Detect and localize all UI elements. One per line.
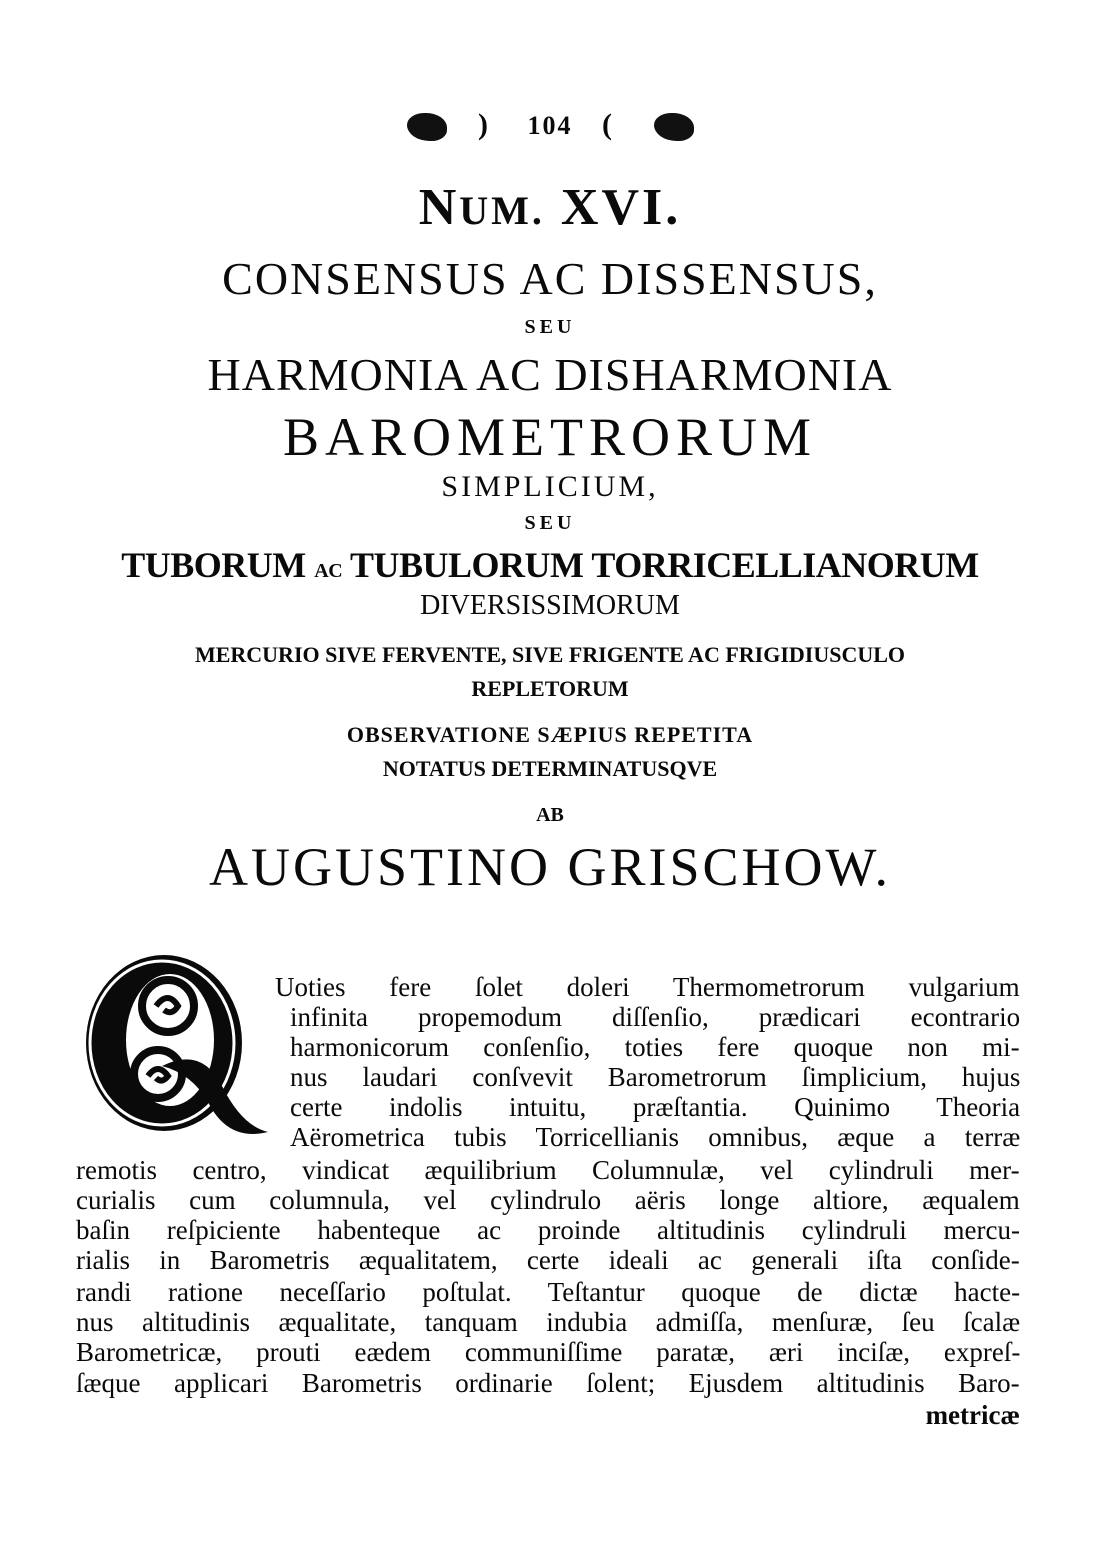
body-line-9: baſin reſpiciente habenteque ac proinde altitudinis cylindruli mercu-	[76, 1215, 1020, 1245]
title-line-10: NOTATUS DETERMINATUSQVE	[382, 756, 718, 781]
body-line-6: Aërometrica tubis Torricellianis omnibus, æque a terræ	[290, 1122, 1021, 1152]
body-line-12: nus altitudinis æqualitate, tanquam indubia admiſſa, menſuræ, ſeu ſcalæ	[76, 1307, 1021, 1337]
body-line-10: rialis in Barometris æqualitatem, certe ideali ac generali iſta conſide-	[76, 1245, 1020, 1275]
title-line-1: CONSENSUS AC DISSENSUS,	[222, 253, 878, 304]
title-line-8: REPLETORUM	[471, 676, 629, 701]
title-seu-1: SEU	[524, 316, 576, 338]
title-line-2: HARMONIA AC DISHARMONIA	[207, 349, 893, 400]
title-seu-2: SEU	[524, 512, 576, 534]
bracket-right: (	[602, 108, 622, 141]
running-head	[0, 108, 1100, 142]
body-line-7: remotis centro, vindicat æquilibrium Columnulæ, vel cylindruli mer-	[76, 1155, 1020, 1185]
fleuron-right-icon	[654, 113, 694, 141]
bracket-left: )	[478, 108, 498, 141]
title-line-5a: TUBORUM	[121, 545, 306, 585]
title-line-6: DIVERSISSIMORUM	[420, 590, 680, 621]
body-line-3: harmonicorum conſenſio, toties fere quoque non mi-	[290, 1032, 1020, 1062]
catchword: metricæ	[925, 1400, 1020, 1430]
body-line-2: infinita propemodum diſſenſio, prædicari econtrario	[290, 1002, 1021, 1032]
page-number: 104	[527, 111, 573, 140]
drop-cap-q-icon	[72, 948, 272, 1148]
title-line-7: MERCURIO SIVE FERVENTE, SIVE FRIGENTE AC FRIGIDIUSCULO	[194, 642, 906, 667]
body-line-5: certe indolis intuitu, præſtantia. Quinimo Theoria	[290, 1092, 1021, 1122]
title-line-11: AB	[536, 804, 564, 826]
body-line-8: curialis cum columnula, vel cylindrulo aëris longe altiore, æqualem	[76, 1185, 1020, 1215]
body-line-11: randi ratione neceſſario poſtulat. Teſtantur quoque de dictæ hacte-	[76, 1277, 1021, 1307]
num-rest: UM.	[459, 188, 545, 233]
title-line-5-ac: AC	[314, 560, 343, 582]
author-name: AUGUSTINO GRISCHOW.	[208, 837, 892, 897]
body-line-13: Barometricæ, prouti eædem communiſſime paratæ, æri inciſæ, expreſ-	[76, 1337, 1021, 1367]
title-line-4: SIMPLICIUM,	[441, 470, 659, 503]
section-number	[0, 178, 1100, 237]
roman-numeral: XVI.	[560, 179, 682, 236]
body-line-14: ſæque applicari Barometris ordinarie ſolent; Ejusdem altitudinis Baro-	[76, 1368, 1020, 1398]
num-initial: N	[418, 179, 460, 236]
title-line-5b: TUBULORUM TORRICELLIANORUM	[350, 545, 979, 585]
title-line-3: BAROMETRORUM	[282, 407, 818, 467]
title-line-5	[0, 544, 1100, 586]
fleuron-left-icon	[407, 113, 447, 141]
body-line-4: nus laudari conſvevit Barometrorum ſimplicium, hujus	[290, 1062, 1021, 1092]
body-line-1: Uoties fere ſolet doleri Thermometrorum vulgarium	[275, 972, 1020, 1002]
title-line-9: OBSERVATIONE SÆPIUS REPETITA	[346, 722, 754, 747]
